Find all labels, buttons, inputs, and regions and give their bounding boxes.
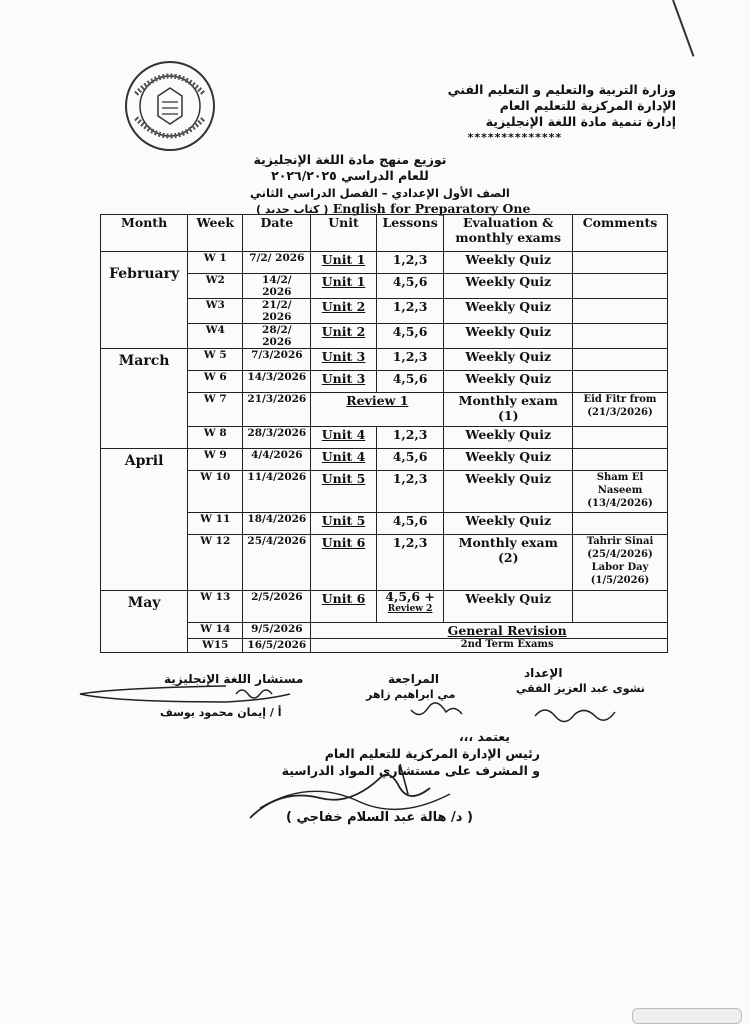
evaluation-cell: Weekly Quiz: [444, 427, 573, 449]
lessons-cell: 4,5,6: [376, 513, 444, 535]
ministry-seal-logo: [122, 58, 218, 154]
lessons-cell: 1,2,3: [376, 427, 444, 449]
lessons-value: 4,5,6 +: [385, 589, 435, 604]
header-evaluation: Evaluation & monthly exams: [444, 215, 573, 252]
comment-cell: Sham El Naseem (13/4/2026): [573, 471, 668, 513]
approval-line-3: و المشرف على مستشاري المواد الدراسية: [281, 763, 540, 778]
lessons-cell: 1,2,3: [376, 535, 444, 591]
week-cell: W15: [188, 639, 243, 653]
preparer-title: الإعداد: [524, 666, 563, 680]
preparer-name: نشوى عبد العزيز الفقي: [516, 682, 645, 695]
lessons-cell: 1,2,3: [376, 299, 444, 324]
advisor-signature: [76, 680, 296, 708]
course-note: ( كتاب جديد ): [256, 203, 329, 216]
lessons-cell: [376, 591, 444, 623]
week-cell: W4: [188, 324, 243, 349]
comment-cell: [573, 371, 668, 393]
comment-cell: [573, 252, 668, 274]
evaluation-cell: Weekly Quiz: [444, 252, 573, 274]
date-cell: 14/3/2026: [243, 371, 311, 393]
lessons-cell: 1,2,3: [376, 252, 444, 274]
week-cell: W 7: [188, 393, 243, 427]
reviewer-signature: [406, 700, 466, 722]
approval-line-1: يعتمد ،،،: [458, 729, 510, 744]
date-cell: 28/3/2026: [243, 427, 311, 449]
date-cell: 18/4/2026: [243, 513, 311, 535]
evaluation-cell: Weekly Quiz: [444, 371, 573, 393]
reviewer-title: المراجعة: [388, 672, 439, 686]
week-cell: W 6: [188, 371, 243, 393]
term-exams-cell: 2nd Term Exams: [311, 639, 668, 653]
week-cell: W 9: [188, 449, 243, 471]
table-row: [101, 591, 668, 623]
week-cell: W3: [188, 299, 243, 324]
month-march: March: [101, 349, 188, 449]
lessons-review-value: Review 2: [387, 604, 433, 614]
unit-cell: Unit 4: [311, 449, 376, 471]
scanner-badge: [632, 1008, 742, 1024]
ministry-stars: **************: [467, 131, 563, 144]
paper-fold-line: [672, 0, 694, 57]
lessons-cell: 4,5,6: [376, 274, 444, 299]
date-cell: 2/5/2026: [243, 591, 311, 623]
preparer-signature: [530, 700, 620, 726]
evaluation-cell: Weekly Quiz: [444, 349, 573, 371]
week-cell: W 11: [188, 513, 243, 535]
week-cell: W2: [188, 274, 243, 299]
evaluation-cell: Weekly Quiz: [444, 471, 573, 513]
course-name: English for Preparatory One: [332, 201, 531, 216]
comment-cell: [573, 324, 668, 349]
month-february: February: [101, 252, 188, 349]
syllabus-table: [100, 214, 668, 653]
unit-cell: Unit 5: [311, 471, 376, 513]
week-cell: W 13: [188, 591, 243, 623]
comment-cell: [573, 349, 668, 371]
header-date: Date: [243, 215, 311, 252]
unit-cell: Unit 5: [311, 513, 376, 535]
header-month: Month: [101, 215, 188, 252]
review-cell: Review 1: [311, 393, 444, 427]
comment-cell: [573, 591, 668, 623]
date-cell: 11/4/2026: [243, 471, 311, 513]
table-row: [101, 349, 668, 371]
comment-cell: [573, 513, 668, 535]
header-unit: Unit: [311, 215, 376, 252]
lessons-cell: 4,5,6: [376, 324, 444, 349]
unit-cell: Unit 6: [311, 535, 376, 591]
date-cell: 21/2/ 2026: [243, 299, 311, 324]
week-cell: W 10: [188, 471, 243, 513]
document-title: [200, 152, 500, 184]
lessons-cell: 4,5,6: [376, 371, 444, 393]
unit-cell: Unit 4: [311, 427, 376, 449]
unit-cell: Unit 2: [311, 299, 376, 324]
unit-cell: Unit 3: [311, 349, 376, 371]
ministry-line-3: إدارة تنمية مادة اللغة الإنجليزية: [485, 114, 676, 129]
table-row: [101, 449, 668, 471]
comment-cell: Tahrir Sinai (25/4/2026) Labor Day (1/5/2026): [573, 535, 668, 591]
header-lessons: Lessons: [376, 215, 444, 252]
evaluation-cell: Monthly exam (2): [444, 535, 573, 591]
table-header-row: [101, 215, 668, 252]
date-cell: 21/3/2026: [243, 393, 311, 427]
week-cell: W 14: [188, 623, 243, 639]
lessons-cell: 4,5,6: [376, 449, 444, 471]
week-cell: W 5: [188, 349, 243, 371]
week-cell: W 1: [188, 252, 243, 274]
date-cell: 28/2/ 2026: [243, 324, 311, 349]
title-line-1: توزيع منهج مادة اللغة الإنجليزية: [253, 152, 447, 167]
month-april: April: [101, 449, 188, 591]
advisor-title: مستشار اللغة الإنجليزية: [164, 672, 304, 686]
week-cell: W 12: [188, 535, 243, 591]
date-cell: 14/2/ 2026: [243, 274, 311, 299]
unit-cell: Unit 1: [311, 274, 376, 299]
reviewer-name: مي ابراهيم زاهر: [366, 688, 456, 701]
date-cell: 25/4/2026: [243, 535, 311, 591]
evaluation-cell: Weekly Quiz: [444, 299, 573, 324]
lessons-cell: 1,2,3: [376, 349, 444, 371]
evaluation-cell: Monthly exam (1): [444, 393, 573, 427]
grade-term-line: الصف الأول الإعدادي – الفصل الدراسي الثاني: [250, 186, 510, 200]
date-cell: 7/3/2026: [243, 349, 311, 371]
evaluation-cell: Weekly Quiz: [444, 591, 573, 623]
date-cell: 4/4/2026: [243, 449, 311, 471]
table-row: [101, 252, 668, 274]
comment-cell: [573, 427, 668, 449]
comment-cell: [573, 449, 668, 471]
ministry-line-2: الإدارة المركزية للتعليم العام: [499, 98, 676, 113]
ministry-header: [448, 82, 676, 146]
evaluation-cell: Weekly Quiz: [444, 513, 573, 535]
lessons-cell: 1,2,3: [376, 471, 444, 513]
evaluation-cell: Weekly Quiz: [444, 449, 573, 471]
approval-director-name: ( د/ هالة عبد السلام خفاجي ): [286, 810, 473, 825]
approval-line-2: رئيس الإدارة المركزية للتعليم العام: [324, 746, 540, 761]
date-cell: 16/5/2026: [243, 639, 311, 653]
comment-cell: [573, 274, 668, 299]
unit-cell: Unit 3: [311, 371, 376, 393]
advisor-name: أ / إيمان محمود يوسف: [160, 706, 282, 719]
week-cell: W 8: [188, 427, 243, 449]
date-cell: 7/2/ 2026: [243, 252, 311, 274]
comment-cell: [573, 299, 668, 324]
unit-cell: Unit 6: [311, 591, 376, 623]
unit-cell: Unit 2: [311, 324, 376, 349]
comment-cell: Eid Fitr from (21/3/2026): [573, 393, 668, 427]
ministry-line-1: وزارة التربية والتعليم و التعليم الفني: [447, 82, 676, 97]
general-revision-cell: General Revision: [311, 623, 668, 639]
evaluation-cell: Weekly Quiz: [444, 274, 573, 299]
header-comments: Comments: [573, 215, 668, 252]
date-cell: 9/5/2026: [243, 623, 311, 639]
evaluation-cell: Weekly Quiz: [444, 324, 573, 349]
header-week: Week: [188, 215, 243, 252]
unit-cell: Unit 1: [311, 252, 376, 274]
title-line-2: للعام الدراسي ٢٠٢٦/٢٠٢٥: [271, 168, 429, 183]
month-may: May: [101, 591, 188, 653]
